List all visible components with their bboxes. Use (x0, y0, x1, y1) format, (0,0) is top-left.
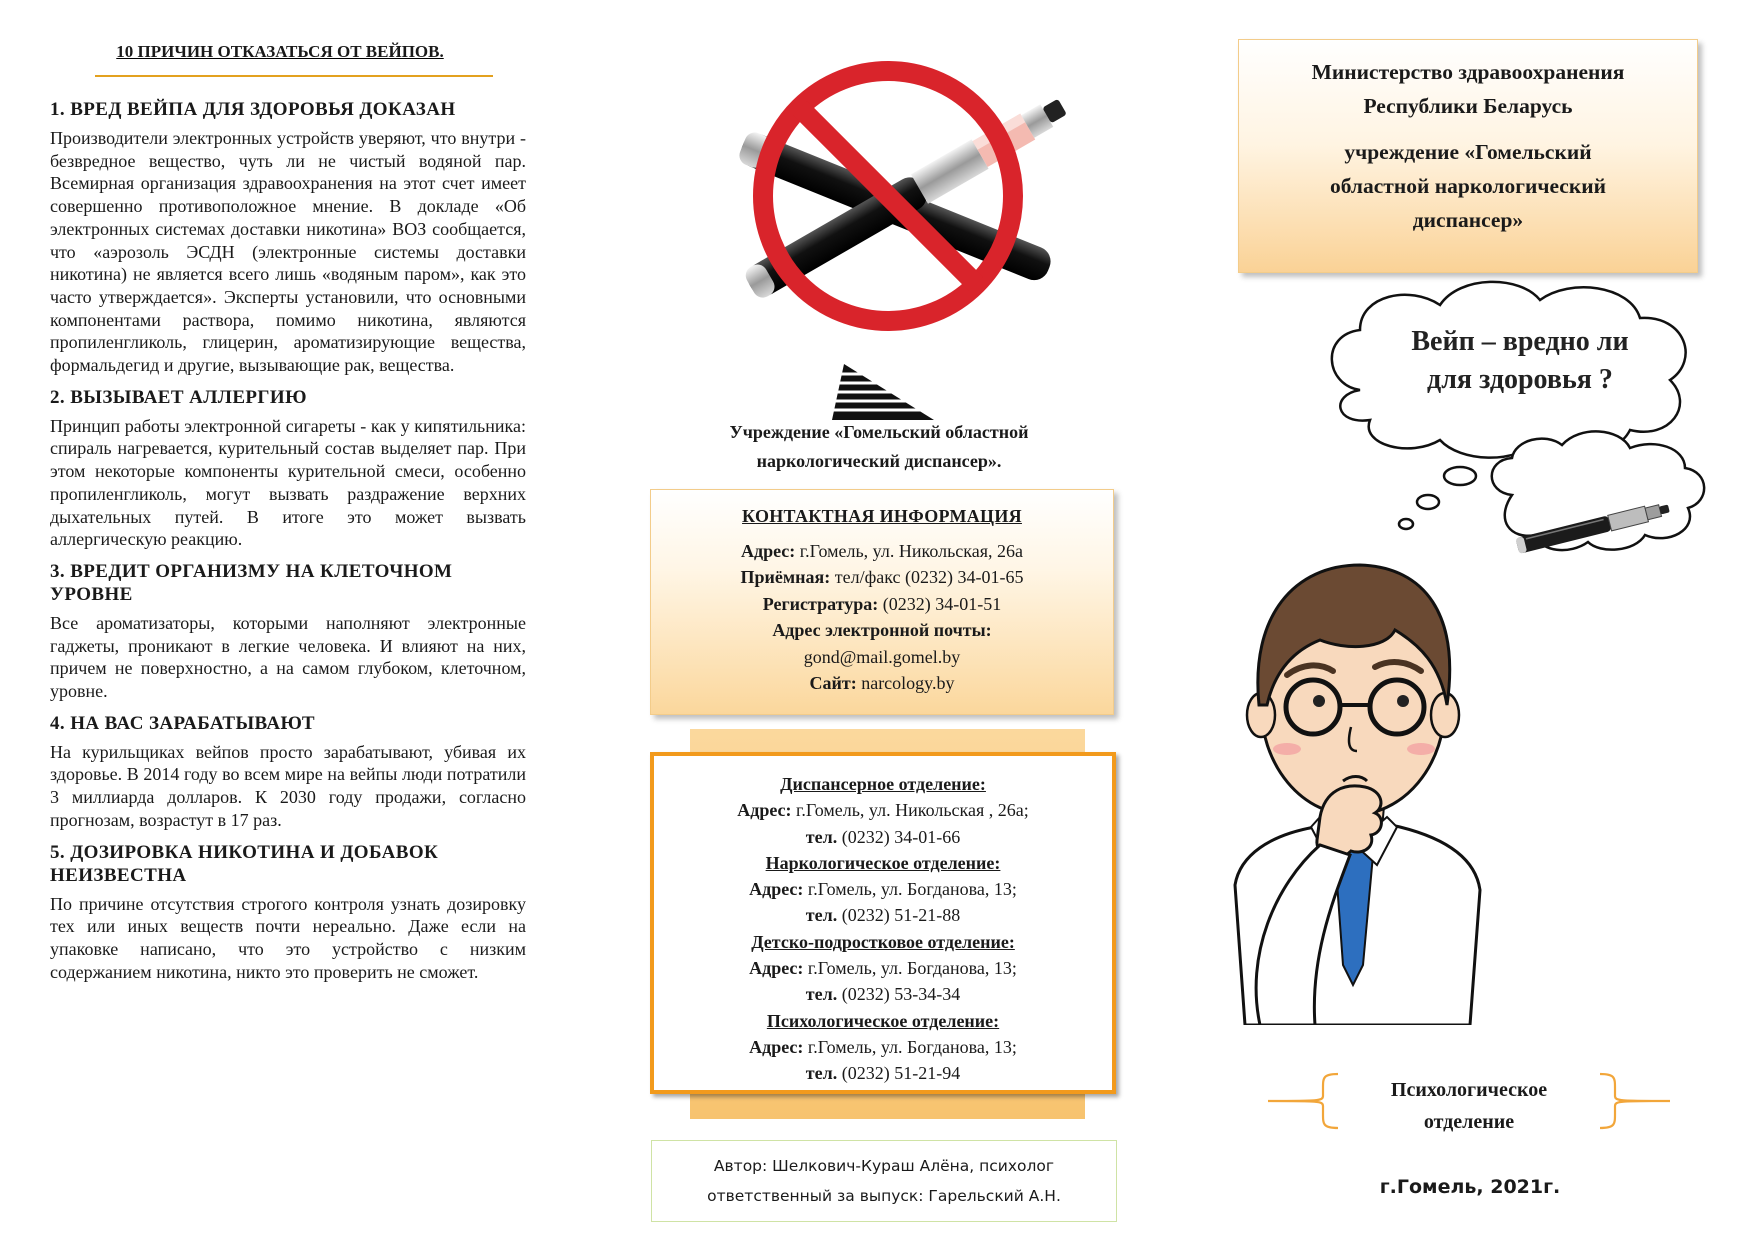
institution-line: диспансер» (1412, 208, 1524, 232)
department-phone (654, 981, 1112, 1007)
department-phone (654, 902, 1112, 928)
thought-question (1388, 323, 1652, 399)
vape-pen-icon (1505, 492, 1675, 562)
reason-section (50, 841, 526, 984)
contact-registry-value: (0232) 34-01-51 (878, 593, 1002, 614)
department-phone-label: тел. (805, 984, 838, 1005)
department-phone-value: (0232) 51-21-94 (837, 1063, 961, 1084)
org-caption-line: наркологический диспансер». (756, 451, 1002, 471)
department-name: Детско-подростковое отделение: (751, 931, 1015, 952)
reason-heading: 1. ВРЕД ВЕЙПА ДЛЯ ЗДОРОВЬЯ ДОКАЗАН (50, 99, 456, 120)
contact-address-value: г.Гомель, ул. Никольская, 26а (795, 540, 1024, 561)
ministry-box (1238, 39, 1698, 273)
department-address (654, 876, 1112, 902)
contact-site-label: Сайт: (809, 673, 857, 693)
reason-text: По причине отсутствия строгого контроля узнать дозировку тех или иных веществ почти нереально. Даже если на упаковке написано, что это устройство с низким содержанием никотина, никто это проверить не сможет. (50, 893, 526, 982)
department-block (654, 771, 1112, 850)
contact-site (651, 670, 1113, 697)
department-phone-value: (0232) 53-34-34 (837, 984, 961, 1005)
contact-address (651, 538, 1113, 565)
org-caption-line: Учреждение «Гомельский областной (729, 422, 1029, 442)
org-caption (665, 418, 1093, 476)
author-line: Автор: Шелкович-Кураш Алёна, психолог (713, 1157, 1055, 1175)
no-vape-icon (690, 38, 1090, 348)
department-block (654, 850, 1112, 929)
department-name: Наркологическое отделение: (765, 852, 1001, 873)
reasons-column (50, 98, 526, 992)
department-phone (654, 824, 1112, 850)
reason-section (50, 712, 526, 832)
reason-heading: 4. НА ВАС ЗАРАБАТЫВАЮТ (50, 712, 315, 734)
reason-heading: 3. ВРЕДИТ ОРГАНИЗМУ НА КЛЕТОЧНОМ УРОВНЕ (50, 560, 453, 605)
reason-section (50, 98, 526, 377)
department-address (654, 797, 1112, 823)
responsible-line: ответственный за выпуск: Гарельский А.Н. (707, 1187, 1061, 1205)
leaflet-title: 10 ПРИЧИН ОТКАЗАТЬСЯ ОТ ВЕЙПОВ. (116, 42, 444, 61)
contact-reception-value: тел/факс (0232) 34-01-65 (830, 567, 1024, 587)
author-box (651, 1140, 1117, 1222)
departments-box (650, 752, 1116, 1094)
department-address-value: г.Гомель, ул. Богданова, 13; (803, 1036, 1017, 1057)
thought-line: Вейп – вредно ли (1411, 326, 1629, 357)
department-label-line: отделение (1423, 1111, 1515, 1133)
pyramid-logo-icon (826, 364, 936, 420)
department-address-label: Адрес: (749, 1036, 804, 1057)
title-underline-rule (95, 75, 493, 77)
contact-site-value[interactable]: narcology.by (856, 673, 955, 693)
department-label-line: Психологическое (1390, 1079, 1548, 1101)
department-address-label: Адрес: (737, 800, 792, 821)
department-name: Психологическое отделение: (766, 1010, 1000, 1031)
ministry-line: Министерство здравоохранения (1311, 60, 1625, 84)
brace-left-icon (1268, 1074, 1338, 1128)
department-phone-label: тел. (805, 826, 838, 847)
contact-reception (651, 564, 1113, 591)
reason-text: Производители электронных устройств уверяют, что внутри - безвредное вещество, чуть ли не чистый водяной пар. Всемирная организация здравоохранения на этот счет имеет совершенно противоположное мнение. В докладе «Об электронных системах доставки никотина» ВОЗ сообщается, что «аэрозоль ЭСДН (электронные системы доставки никотина) не является всего лишь «водяным паром», как это часто утверждается». Эксперты установили, что основными компонентами раствора, помимо никотина, являются пропиленгликоль, глицерин, ароматизирующие вещества, формальдегид и другие, вызывающие рак, вещества. (50, 128, 526, 376)
department-phone-value: (0232) 34-01-66 (837, 826, 961, 847)
brace-right-icon (1600, 1074, 1670, 1128)
department-address-label: Адрес: (749, 958, 804, 979)
contact-address-label: Адрес: (740, 540, 796, 561)
institution-line: учреждение «Гомельский (1344, 140, 1592, 164)
contact-registry-label: Регистратура: (762, 593, 879, 614)
reason-text: Принцип работы электронной сигареты - как у кипятильника: спираль нагревается, курительный состав выделяет пар. При этом некоторые компоненты курительной смеси, особенно пропиленгликоль, могут вызвать раздражение верхних дыхательных путей. В итоге это может вызвать аллергическую реакцию. (50, 415, 526, 550)
institution-line: областной наркологический (1329, 174, 1607, 198)
department-address-value: г.Гомель, ул. Никольская , 26а; (791, 800, 1029, 821)
department-label (1368, 1074, 1570, 1138)
thought-line: для здоровья ? (1427, 364, 1613, 395)
reason-text: На курильщиках вейпов просто зарабатывают, убивая их здоровье. В 2014 году во всем мире на вейпы люди потратили 3 миллиарда долларов. К 2030 году продажи, согласно прогнозам, возрастут в 17 раз. (50, 741, 526, 830)
department-address (654, 955, 1112, 981)
contact-info-box (650, 489, 1114, 715)
department-block (654, 1008, 1112, 1087)
reason-heading: 5. ДОЗИРОВКА НИКОТИНА И ДОБАВОК НЕИЗВЕСТНА (50, 841, 439, 886)
reason-section (50, 560, 526, 703)
contact-registry (651, 591, 1113, 618)
reason-section (50, 386, 526, 551)
thinking-man-icon (1225, 555, 1490, 1025)
department-phone (654, 1060, 1112, 1086)
department-address (654, 1034, 1112, 1060)
ministry-line: Республики Беларусь (1363, 94, 1573, 118)
reason-heading: 2. ВЫЗЫВАЕТ АЛЛЕРГИЮ (50, 386, 307, 408)
department-address-value: г.Гомель, ул. Богданова, 13; (803, 879, 1017, 900)
department-address-value: г.Гомель, ул. Богданова, 13; (803, 958, 1017, 979)
reason-text: Все ароматизаторы, которыми наполняют электронные гаджеты, проникают в легкие человека. И влияют на них, причем не поверхностно, а на самом глубоком, клеточном, уровне. (50, 612, 526, 702)
department-phone-label: тел. (805, 905, 838, 926)
contact-reception-label: Приёмная: (740, 567, 831, 587)
department-phone-label: тел. (805, 1063, 838, 1084)
department-block (654, 929, 1112, 1008)
department-phone-value: (0232) 51-21-88 (837, 905, 961, 926)
department-address-label: Адрес: (749, 879, 804, 900)
department-name: Диспансерное отделение: (780, 774, 986, 794)
contact-title: КОНТАКТНАЯ ИНФОРМАЦИЯ (742, 506, 1022, 526)
city-year: г.Гомель, 2021г. (1379, 1176, 1561, 1198)
contact-email-label: Адрес электронной почты: (772, 620, 992, 640)
contact-email-value[interactable]: gond@mail.gomel.by (803, 646, 961, 667)
